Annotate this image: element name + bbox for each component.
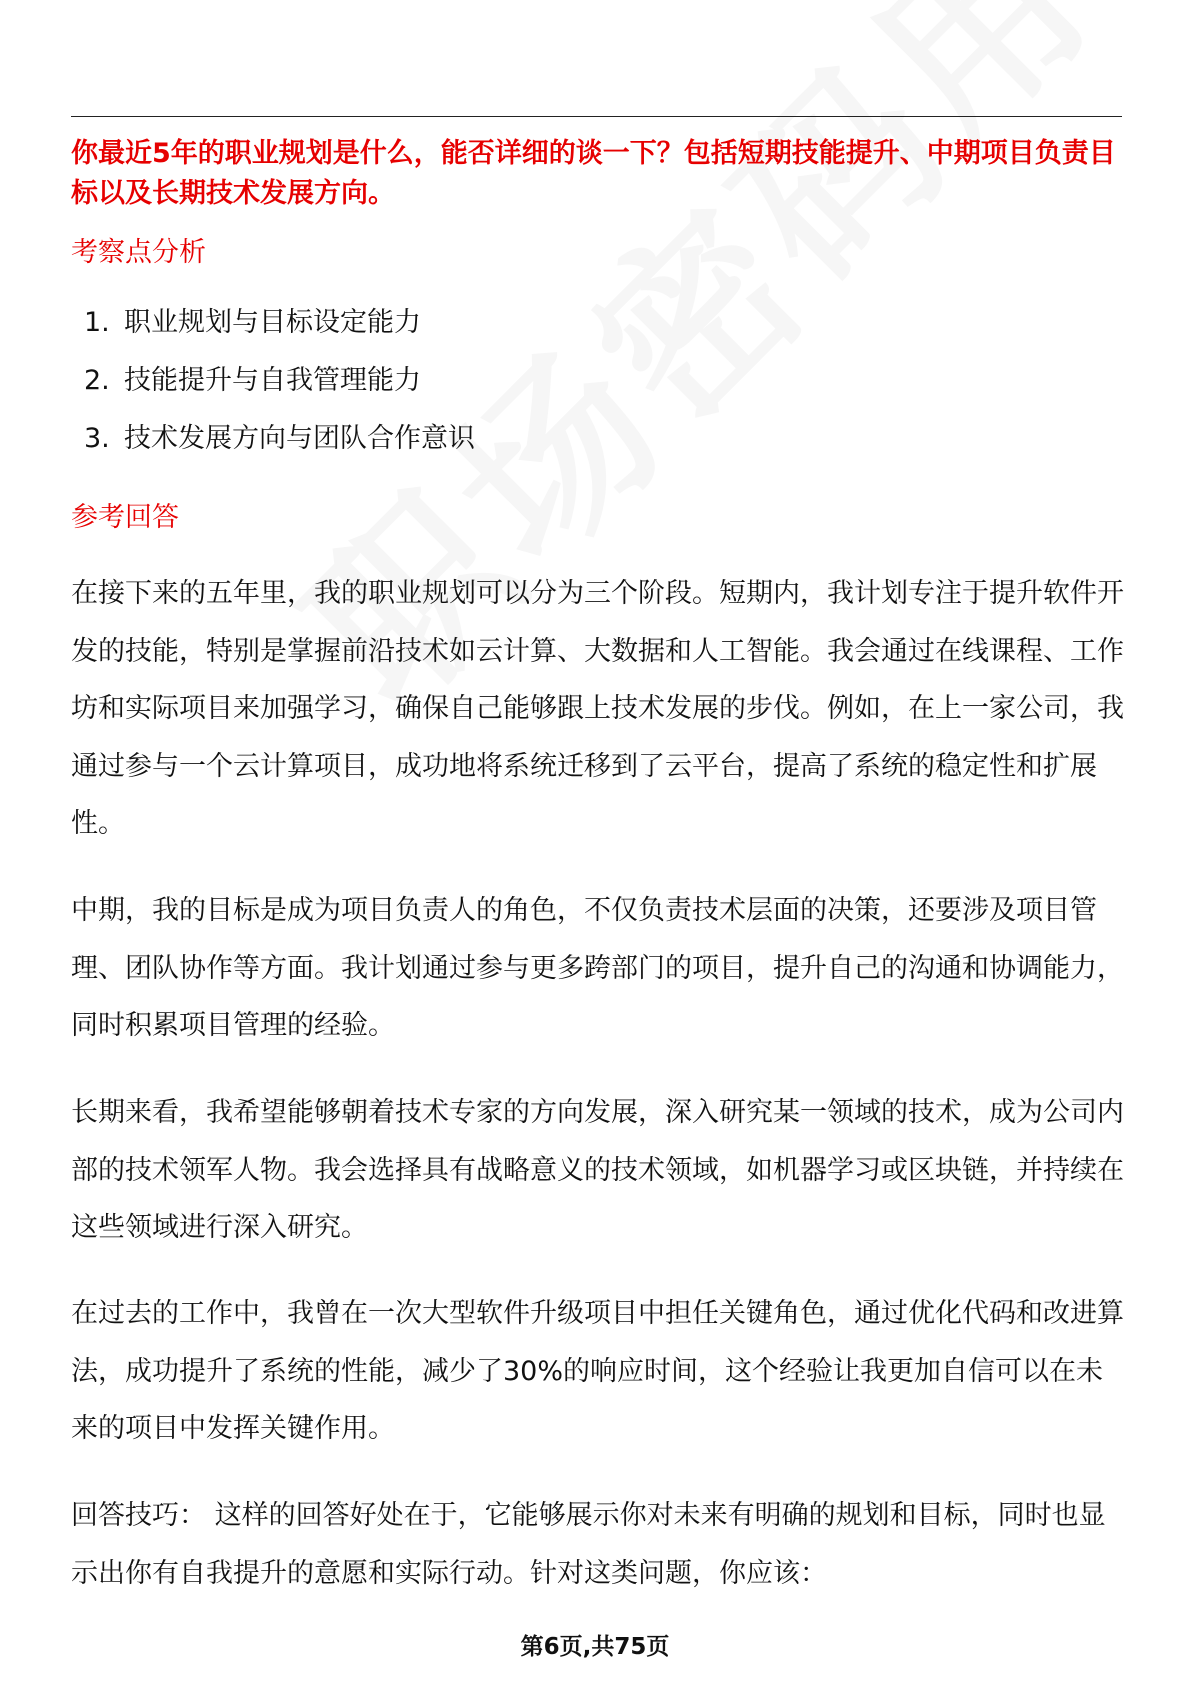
question-title: 你最近5年的职业规划是什么，能否详细的谈一下？包括短期技能提升、中期项目负责目标以及长期技术发展方向。 xyxy=(71,138,1116,209)
list-item xyxy=(84,303,475,361)
list-item xyxy=(84,419,475,477)
list-item-number: 1. xyxy=(84,307,110,338)
page-number: 第6页,共75页 xyxy=(520,1634,670,1660)
list-item-number: 3. xyxy=(84,423,110,454)
answer-paragraph: 在过去的工作中，我曾在一次大型软件升级项目中担任关键角色，通过优化代码和改进算法，成功提升了系统的性能，减少了30%的响应时间，这个经验让我更加自信可以在未来的项目中发挥关键作用。 xyxy=(71,1298,1124,1444)
answer-paragraph: 在接下来的五年里，我的职业规划可以分为三个阶段。短期内，我计划专注于提升软件开发的技能，特别是掌握前沿技术如云计算、大数据和人工智能。我会通过在线课程、工作坊和实际项目来加强学习，确保自己能够跟上技术发展的步伐。例如，在上一家公司，我通过参与一个云计算项目，成功地将系统迁移到了云平台，提高了系统的稳定性和扩展性。 xyxy=(71,578,1124,839)
top-divider xyxy=(71,116,1122,117)
answer-paragraph: 中期，我的目标是成为项目负责人的角色，不仅负责技术层面的决策，还要涉及项目管理、团队协作等方面。我计划通过参与更多跨部门的项目，提升自己的沟通和协调能力，同时积累项目管理的经验。 xyxy=(71,895,1124,1041)
list-item xyxy=(84,361,475,419)
answer-heading: 参考回答 xyxy=(71,502,179,533)
list-item-number: 2. xyxy=(84,365,110,396)
list-item-text: 技能提升与自我管理能力 xyxy=(124,365,421,396)
list-item-text: 职业规划与目标设定能力 xyxy=(124,307,421,338)
list-item-text: 技术发展方向与团队合作意识 xyxy=(124,423,475,454)
answer-tip-paragraph: 回答技巧： 这样的回答好处在于，它能够展示你对未来有明确的规划和目标，同时也显示出你有自我提升的意愿和实际行动。针对这类问题，你应该： xyxy=(71,1500,1106,1589)
answer-paragraph: 长期来看，我希望能够朝着技术专家的方向发展，深入研究某一领域的技术，成为公司内部的技术领军人物。我会选择具有战略意义的技术领域，如机器学习或区块链，并持续在这些领域进行深入研究。 xyxy=(71,1097,1124,1243)
analysis-list xyxy=(84,303,475,477)
analysis-heading: 考察点分析 xyxy=(71,237,206,268)
